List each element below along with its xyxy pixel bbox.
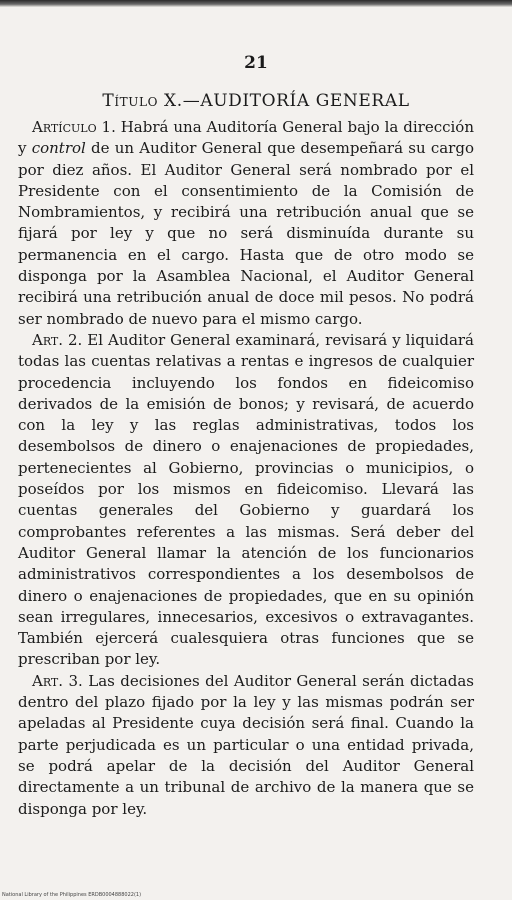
article-3-lead: Art. (32, 671, 64, 690)
article-1-lead: Artículo (32, 118, 97, 136)
section-title-rest: X.—AUDITORÍA GENERAL (158, 91, 410, 111)
page-top-edge (0, 0, 512, 7)
article-body (18, 117, 474, 820)
article-3 (18, 671, 474, 820)
page-number: 21 (244, 53, 268, 73)
scan-footer: National Library of the Philippines ERDB0004888022(1) (2, 892, 142, 898)
article-2-lead: Art. (32, 330, 64, 349)
section-title (0, 91, 512, 111)
article-2 (18, 330, 474, 671)
section-title-lead: Título (102, 91, 159, 111)
article-1-italic: control (31, 139, 86, 158)
article-2-text: 2. El Auditor General examinará, revisará y liquidará todas las cuentas relativas a rentas e ingresos de cualquier procedencia incluyendo los fondos en fideicomiso derivados de la emisión de bonos; y revisará, de acuerdo con la ley y las reglas administrativas, todos los desembolsos de dinero o enajenaciones de propiedades, pertenecientes al Gobierno, provincias o municipios, o poseídos por los mismos en fideicomiso. Llevará las cuentas generales del Gobierno y guardará los comprobantes referentes a las mismas. Será deber del Auditor General llamar la atención de los funcionarios administrativos correspondientes a los desembolsos de dinero o enajenaciones de propiedades, que en su opinión sean irregulares, innecesarios, excesivos o extravagantes. También ejercerá cualesquiera otras funciones que se prescriban por ley. (18, 330, 474, 669)
article-1 (18, 117, 474, 330)
article-1-text: 1. Habrá una Auditoría General bajo la dirección y (18, 118, 474, 158)
article-1-tail: de un Auditor General que desempeñará su cargo por diez años. El Auditor General será nombrado por el Presidente con el consentimiento de la Comisión de Nombramientos, y recibirá una retribución anual que se fijará por ley y que no será disminuída durante su permanencia en el cargo. Hasta que de otro modo se disponga por la Asamblea Nacional, el Auditor General recibirá una retribución anual de doce mil pesos. No podrá ser nombrado de nuevo para el mismo cargo. (18, 139, 474, 328)
article-3-text: 3. Las decisiones del Auditor General serán dictadas dentro del plazo fijado por la ley y las mismas podrán ser apeladas al Presidente cuya decisión será final. Cuando la parte perjudicada es un particular o una entidad privada, se podrá apelar de la decisión del Auditor General directamente a un tribunal de archivo de la manera que se disponga por ley. (18, 671, 474, 818)
